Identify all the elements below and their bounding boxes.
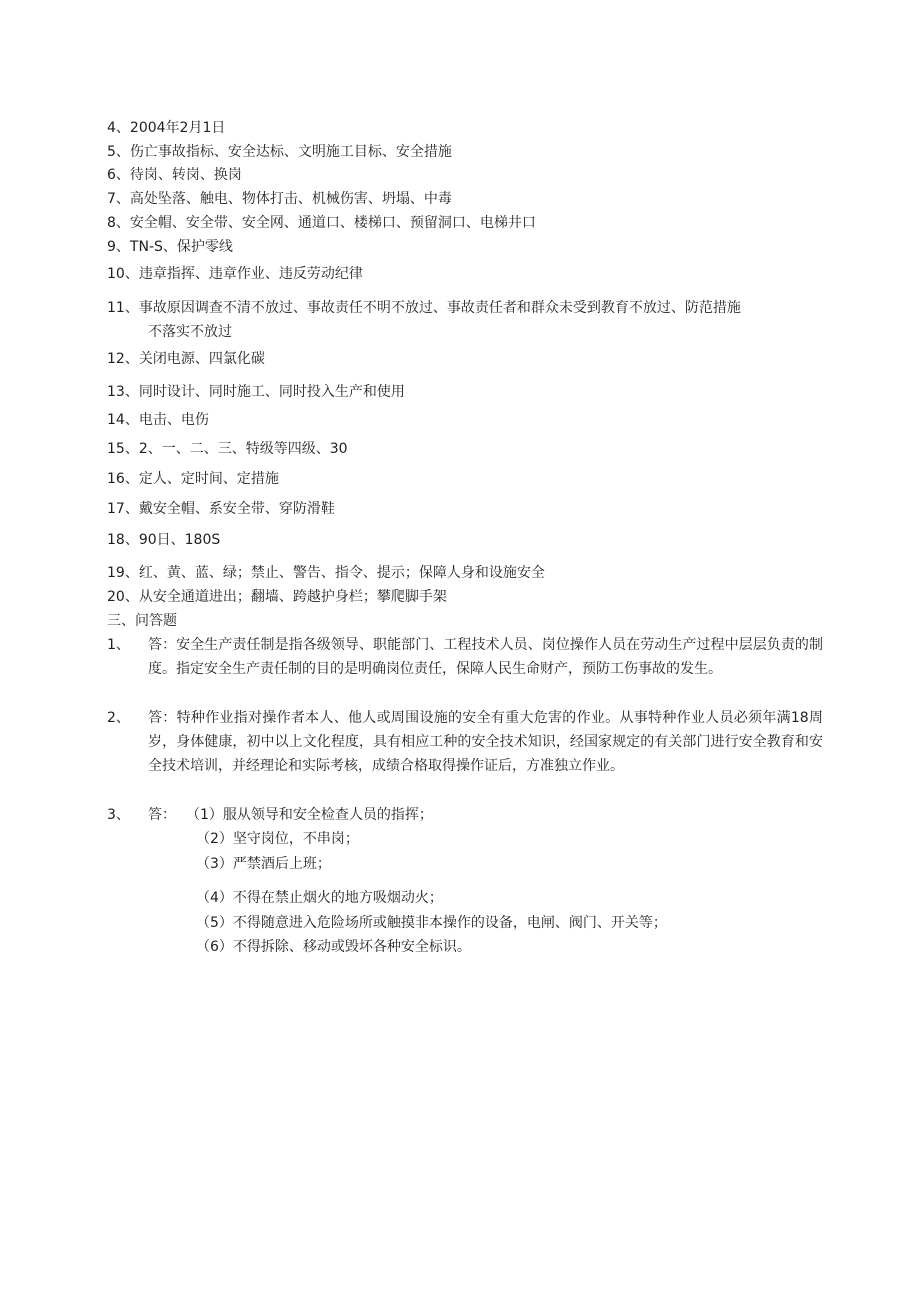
answer-number: 18、 [107,532,139,548]
answer-text: 事故原因调查不清不放过、事故责任不明不放过、事故责任者和群众未受到教育不放过、防范措施 [138,300,741,316]
answer-number: 20、 [107,589,139,605]
answer-text: 高处坠落、触电、物体打击、机械伤害、坍塌、中毒 [129,191,452,207]
answer-item [107,163,242,187]
rule-item: （6）不得拆除、移动或毁坏各种安全标识。 [196,939,471,955]
answer-text: 同时设计、同时施工、同时投入生产和使用 [138,384,405,400]
answer-number: 10、 [107,266,139,282]
answer-text: 待岗、转岗、换岗 [129,167,242,183]
answer-number: 19、 [107,565,139,581]
answer-item [107,497,335,521]
answer-item [107,187,452,211]
answer-item [107,467,279,491]
answer-item [107,347,265,371]
answer-item [107,116,225,140]
answer-item [107,528,220,552]
answer-text: 2、一、二、三、特级等四级、30 [138,441,348,457]
answer-text-continued: 不落实不放过 [148,324,232,340]
answer-text: 戴安全帽、系安全带、穿防滑鞋 [138,501,335,517]
answer-number: 6、 [107,167,130,183]
rule-item: （1）服从领导和安全检查人员的指挥； [186,807,433,823]
rule-item: （5）不得随意进入危险场所或触摸非本操作的设备，电闸、阀门、开关等； [196,915,667,931]
answer-number: 4、 [107,120,130,136]
answer-item [107,561,545,585]
answer-text: 伤亡事故指标、安全达标、文明施工目标、安全措施 [129,144,452,160]
answer-number: 11、 [107,300,139,316]
answer-text: 从安全通道进出；翻墙、跨越护身栏；攀爬脚手架 [138,589,447,605]
answer-text: TN-S、保护零线 [129,239,233,255]
answer-text: 2004年2月1日 [129,120,226,136]
qa-number: 1、 [107,637,130,653]
qa-number: 2、 [107,710,130,726]
answer-number: 5、 [107,144,130,160]
answer-text: 红、黄、蓝、绿；禁止、警告、指令、提示；保障人身和设施安全 [138,565,545,581]
rule-item: （4）不得在禁止烟火的地方吸烟动火； [196,890,443,906]
qa-answer: 答：安全生产责任制是指各级领导、职能部门、工程技术人员、岗位操作人员在劳动生产过程中层层负责的制度。指定安全生产责任制的目的是明确岗位责任，保障人民生命财产，预防工伤事故的发生。 [148,637,823,677]
answer-number: 12、 [107,351,139,367]
answer-text: 违章指挥、违章作业、违反劳动纪律 [138,266,363,282]
answer-text: 电击、电伤 [138,412,209,428]
answer-number: 8、 [107,215,130,231]
answer-number: 15、 [107,441,139,457]
answer-item [107,585,447,609]
qa-answer: 答：特种作业指对操作者本人、他人或周围设施的安全有重大危害的作业。从事特种作业人员必须年满18周岁，身体健康，初中以上文化程度，具有相应工种的安全技术知识，经国家规定的有关部门进行安全教育和安全技术培训，并经理论和实际考核，成绩合格取得操作证后，方准独立作业。 [148,710,823,774]
answer-number: 13、 [107,384,139,400]
answer-item [107,211,536,235]
answer-text: 90日、180S [138,532,221,548]
answer-number: 16、 [107,471,139,487]
answer-number: 9、 [107,239,130,255]
answer-text: 定人、定时间、定措施 [138,471,279,487]
answer-item [107,235,233,259]
answer-item [107,296,741,320]
qa-number: 3、 [107,807,130,823]
answer-continuation [148,320,232,344]
section-title: 三、问答题 [107,613,177,629]
qa-answer-lead: 答： [148,807,176,823]
answer-text: 关闭电源、四氯化碳 [138,351,265,367]
answer-item [107,380,405,404]
answer-text: 安全帽、安全带、安全网、通道口、楼梯口、预留洞口、电梯井口 [129,215,536,231]
answer-item [107,437,348,461]
answer-item [107,262,363,286]
answer-number: 7、 [107,191,130,207]
answer-number: 17、 [107,501,139,517]
answer-item [107,408,209,432]
rule-item: （2）坚守岗位，不串岗； [196,831,359,847]
answer-item [107,140,452,164]
answer-number: 14、 [107,412,139,428]
rule-item: （3）严禁酒后上班； [196,856,331,872]
